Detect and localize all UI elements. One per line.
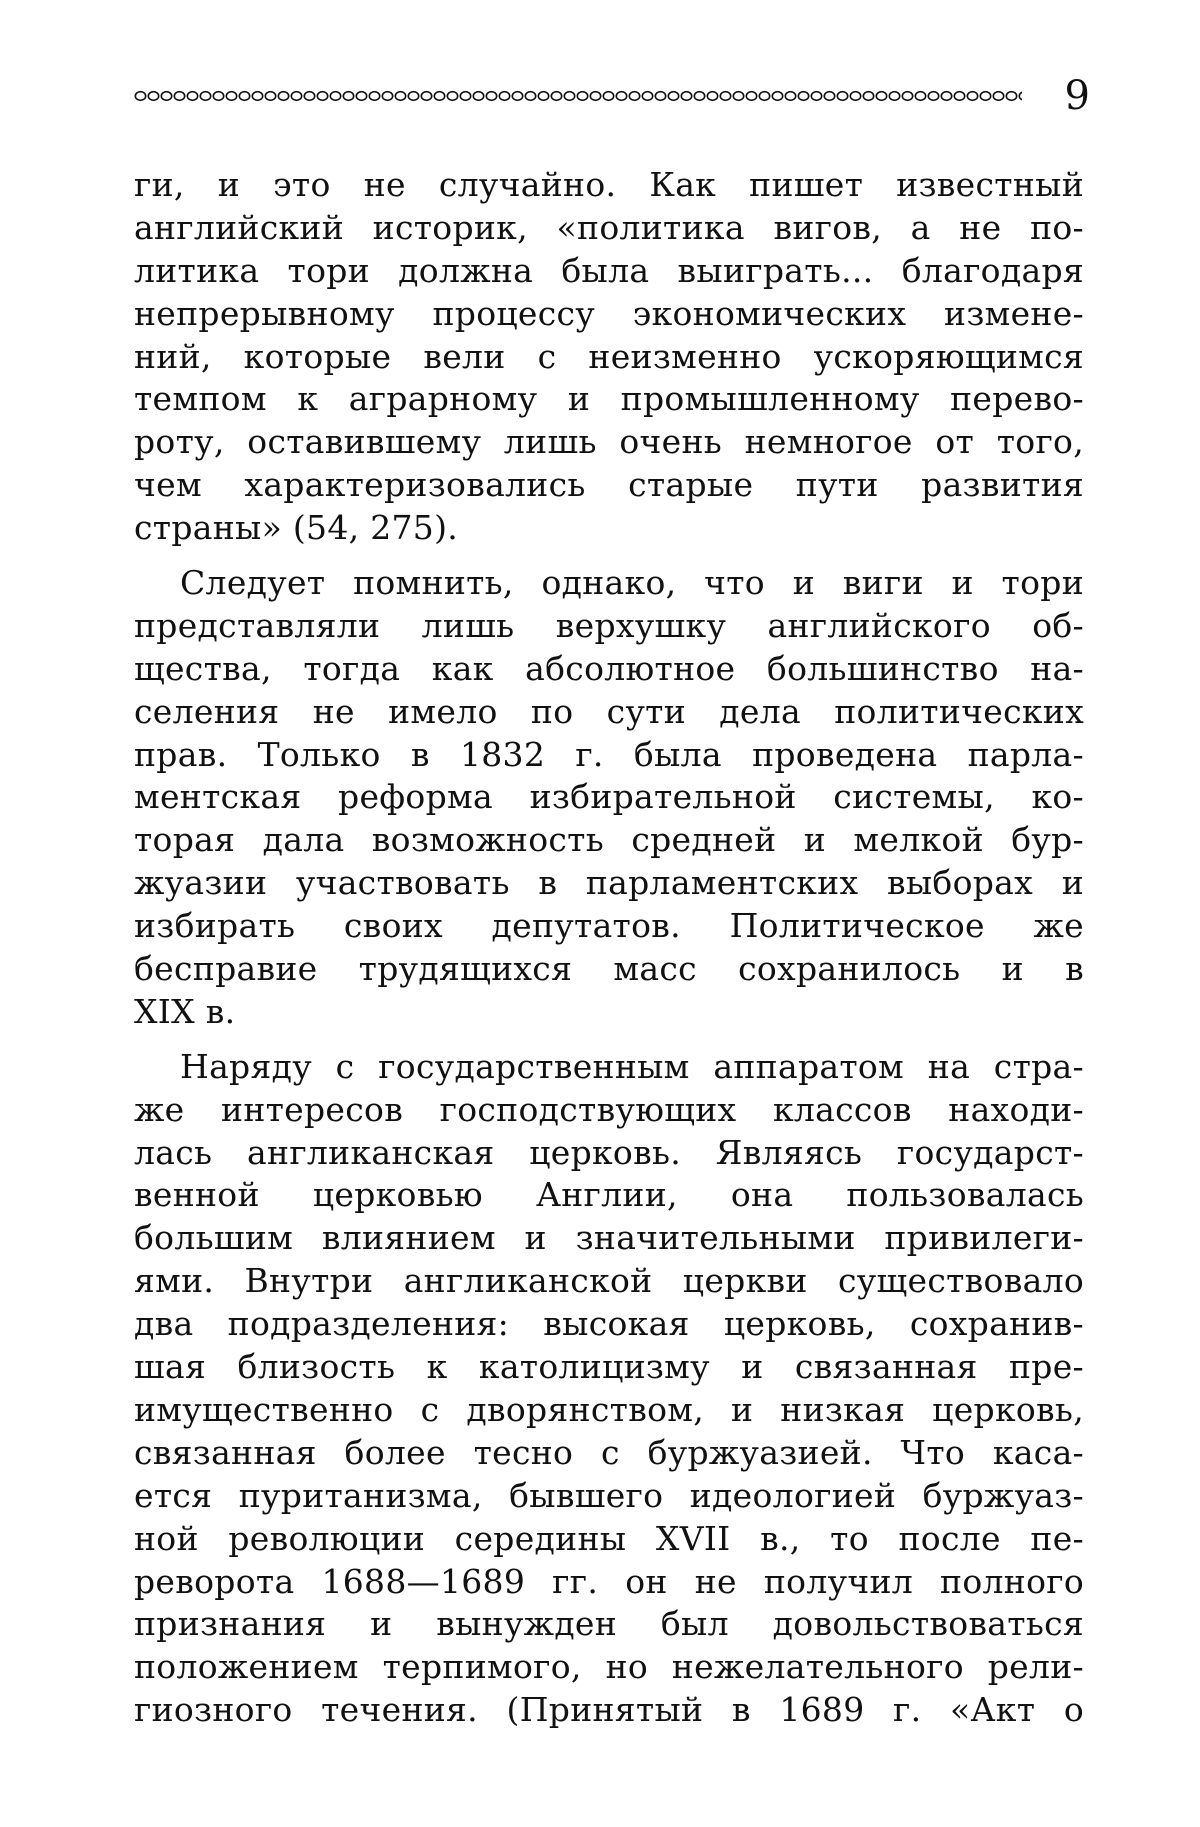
text-line: непрерывному процессу экономических измене- <box>134 293 1084 333</box>
text-line: венной церковью Англии, она пользовалась <box>134 1175 1084 1215</box>
text-line: ментская реформа избирательной системы, ко- <box>134 777 1084 817</box>
text-line: литика тори должна была выиграть... благодаря <box>134 250 1084 290</box>
text-line: ями. Внутри англиканской церкви существовало <box>134 1261 1084 1301</box>
text-line: связанная более тесно с буржуазией. Что каса- <box>134 1432 1084 1472</box>
text-line: щества, тогда как абсолютное большинство на- <box>134 648 1084 688</box>
text-line: два подразделения: высокая церковь, сохранив- <box>134 1304 1084 1344</box>
text-line: роту, оставившему лишь очень немногое от того, <box>134 422 1084 462</box>
text-line: ги, и это не случайно. Как пишет известный <box>134 165 1084 204</box>
ornament-rule <box>134 90 1022 102</box>
text-line: страны» (54, 275). <box>134 508 459 548</box>
text-line: положением терпимого, но нежелательного рели- <box>134 1647 1084 1687</box>
text-line: бесправие трудящихся масс сохранилось и в <box>134 949 1084 989</box>
text-line: ний, которые вели с неизменно ускоряющимся <box>134 336 1084 376</box>
text-line: ной революции середины XVII в., то после пе- <box>134 1518 1084 1558</box>
text-line: избирать своих депутатов. Политическое же <box>134 906 1084 946</box>
text-line: представляли лишь верхушку английского об- <box>134 605 1084 645</box>
text-line: Наряду с государственным аппаратом на стра- <box>180 1046 1084 1086</box>
text-line: признания и вынужден был довольствоваться <box>134 1604 1084 1644</box>
text-line: XIX в. <box>134 991 236 1031</box>
text-line: прав. Только в 1832 г. была проведена парла- <box>134 734 1084 774</box>
text-line: английский историк, «политика вигов, а не по- <box>134 207 1084 247</box>
page-text <box>134 164 1084 1732</box>
text-line: жуазии участвовать в парламентских выборах и <box>134 863 1084 903</box>
text-line: Следует помнить, однако, что и виги и тори <box>180 563 1084 603</box>
paragraph-2 <box>134 562 1084 1034</box>
page-header <box>134 72 1090 118</box>
text-line: гиозного течения. (Принятый в 1689 г. «Акт о <box>134 1690 1084 1730</box>
text-line: ется пуританизма, бывшего идеологией буржуаз- <box>134 1475 1084 1515</box>
paragraph-3 <box>134 1046 1084 1732</box>
text-line: чем характеризовались старые пути развития <box>134 465 1084 505</box>
text-line: же интересов господствующих классов находи- <box>134 1089 1084 1129</box>
page-number: 9 <box>1064 73 1090 119</box>
text-line: большим влиянием и значительными привилеги- <box>134 1218 1084 1258</box>
text-line: темпом к аграрному и промышленному перево- <box>134 379 1084 419</box>
text-line: торая дала возможность средней и мелкой бур- <box>134 820 1084 860</box>
text-line: лась англиканская церковь. Являясь государст- <box>134 1132 1084 1172</box>
text-line: реворота 1688—1689 гг. он не получил полного <box>134 1561 1084 1601</box>
text-line: имущественно с дворянством, и низкая церковь, <box>134 1389 1084 1429</box>
text-line: шая близость к католицизму и связанная пре- <box>134 1347 1084 1387</box>
text-line: селения не имело по сути дела политических <box>134 691 1084 731</box>
paragraph-1 <box>134 164 1084 550</box>
